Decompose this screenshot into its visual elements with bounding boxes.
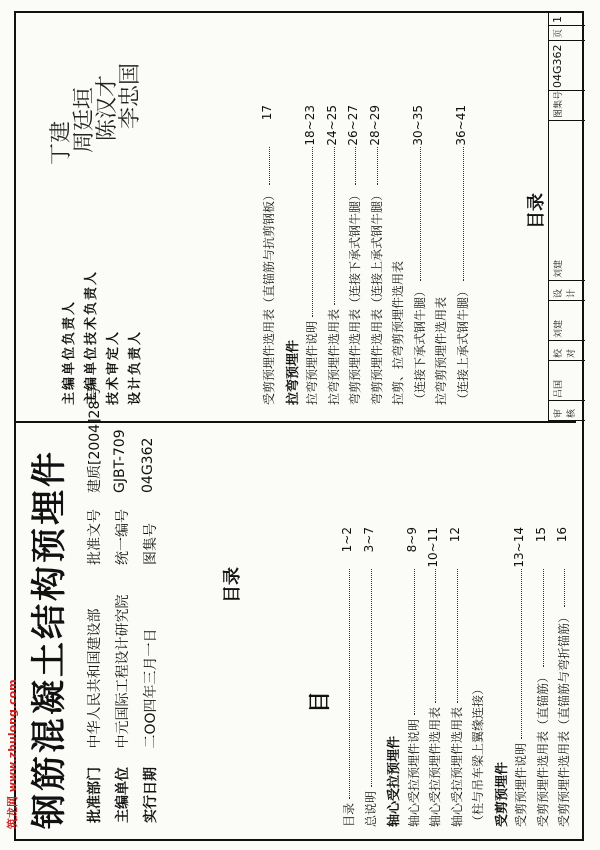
credit-row: [80, 270, 99, 405]
info-label2: 图集号: [143, 523, 159, 565]
toc-leader-dots: [349, 569, 350, 799]
tb-cell: 刘建: [549, 301, 585, 341]
credit-signature: 李忠国: [118, 62, 143, 129]
toc-leader-dots: [457, 569, 458, 703]
toc-entry: [534, 527, 554, 827]
toc-leader-dots: [312, 147, 313, 317]
credit-role: 主编单位负责人: [62, 299, 77, 405]
toc-page-number: 28~29: [367, 105, 382, 146]
tb-cell: 设计: [549, 281, 585, 301]
toc-page-number: 36~41: [453, 105, 468, 146]
toc-entry: [260, 105, 280, 405]
toc-page-number: 16: [555, 527, 569, 543]
tb-page-no: 1: [549, 11, 585, 26]
toc-page-number: 3~7: [361, 527, 376, 553]
toc-entry-text: 弯剪预埋件选用表（连接下承式钢牛腿）: [348, 188, 362, 405]
toc-page-number: 10~11: [426, 527, 440, 568]
rotated-sheet: [10, 5, 590, 845]
toc-entry-text: 受剪预埋件: [494, 761, 510, 827]
toc-entry: [362, 527, 382, 827]
toc-entry-text: 受剪预埋件选用表（直锚筋与抗剪钢板）: [262, 188, 276, 405]
document-title: 钢筋混凝土结构预埋件: [30, 448, 70, 829]
toc-entry: [512, 527, 532, 827]
tb-cell: 吕国: [549, 361, 585, 401]
toc-page-number: 18~23: [303, 105, 317, 146]
toc-entry-text: （柱与吊车梁上翼缘连接）: [471, 682, 485, 827]
contents-heading: 目录: [222, 567, 243, 603]
toc-entry-text: 弯剪预埋件选用表（连接上承式钢牛腿）: [369, 188, 384, 405]
credit-signature: 丁建: [49, 120, 74, 165]
tb-cell: 校对: [549, 341, 585, 361]
credit-role: 主编单位技术负责人: [84, 269, 99, 405]
toc-entry-text: 轴心受拉预埋件选用表: [428, 706, 442, 827]
toc-entry-text: 受剪预埋件选用表（直锚筋与弯折锚筋）: [557, 610, 571, 827]
toc-entry: [282, 105, 302, 405]
toc-entry-text: 受剪预埋件选用表（直锚筋）: [535, 670, 550, 827]
toc-entry-text: 拉剪、拉弯剪预埋件选用表: [391, 260, 405, 405]
toc-page-number: 12: [447, 527, 462, 543]
title-block: [548, 11, 585, 421]
toc-page-number: 1~2: [340, 527, 354, 553]
watermark: 筑龙网 www.zhulong.com: [6, 679, 19, 829]
title-block-heading: 目录: [526, 193, 547, 229]
toc-entry: [555, 527, 575, 827]
toc-entry-text: （连接上承式钢牛腿）: [455, 284, 470, 405]
toc-entry: [325, 105, 345, 405]
toc-entry-text: 拉弯剪预埋件选用表: [434, 296, 448, 405]
info-value2: GJBT-709: [112, 429, 128, 493]
toc-entry-text: 目录: [342, 802, 356, 827]
toc-entry: [346, 105, 366, 405]
info-row-date: [140, 437, 162, 824]
info-value2: 建质[2004]28号: [87, 386, 103, 493]
tb-cell: 页: [549, 26, 585, 41]
contents-big-heading: 目: [308, 690, 333, 713]
toc-page-number: 8~9: [404, 527, 419, 553]
toc-leader-dots: [564, 569, 565, 607]
tb-cell: 刘建: [549, 241, 585, 281]
toc-page-number: 17: [260, 105, 274, 121]
info-value: 二OO四年三月一日: [143, 628, 159, 749]
toc-entry: [389, 105, 409, 405]
toc-leader-dots: [435, 569, 436, 703]
info-value2: 04G362: [140, 437, 156, 493]
toc-entry-text: 总说明: [363, 790, 378, 827]
toc-entry: [383, 527, 403, 827]
toc-entry: [340, 527, 360, 827]
info-label: 批准部门: [87, 767, 103, 823]
tb-cell: 图集号: [549, 91, 585, 121]
toc-entry: [426, 527, 446, 827]
info-value: 中元国际工程设计研究院: [115, 594, 131, 749]
toc-entry: [405, 527, 425, 827]
credit-role: 技术审定人: [106, 329, 121, 405]
toc-leader-dots: [521, 569, 522, 739]
toc-entry: [432, 105, 452, 405]
toc-entry: [368, 105, 388, 405]
info-label: 主编单位: [115, 767, 131, 823]
credit-signature: 陈汉才: [95, 74, 120, 141]
info-label: 实行日期: [143, 767, 159, 823]
toc-leader-dots: [355, 147, 356, 185]
info-value: 中华人民共和国建设部: [87, 608, 103, 749]
credit-row: [102, 330, 121, 405]
toc-entry: [491, 527, 511, 827]
toc-entry-text: 拉弯预埋件选用表: [326, 308, 341, 405]
credit-row: [58, 300, 77, 405]
toc-leader-dots: [334, 147, 335, 305]
toc-entry: [448, 527, 468, 827]
toc-page-number: 26~27: [346, 105, 360, 146]
toc-page-number: 13~14: [512, 527, 526, 568]
toc-leader-dots: [377, 147, 378, 185]
toc-entry-text: 轴心受拉预埋件选用表: [449, 706, 464, 827]
toc-leader-dots: [371, 569, 372, 787]
credit-signature: 周廷垣: [72, 86, 97, 153]
toc-leader-dots: [543, 569, 544, 667]
toc-leader-dots: [420, 147, 421, 281]
toc-leader-dots: [269, 147, 270, 185]
toc-entry-text: 轴心受拉预埋件: [387, 735, 402, 827]
toc-entry-text: 拉弯预埋件说明: [305, 320, 319, 405]
toc-entry-text: （连接下承式钢牛腿）: [412, 284, 427, 405]
info-label2: 统一编号: [115, 509, 131, 565]
toc-entry: [411, 105, 431, 405]
tb-cell: 审核: [549, 401, 585, 421]
toc-leader-dots: [414, 569, 415, 715]
toc-page-number: 24~25: [324, 105, 339, 146]
toc-entry: [469, 527, 489, 827]
toc-entry-text: 轴心受拉预埋件说明: [406, 718, 421, 827]
toc-page-number: 15: [533, 527, 548, 543]
credit-role: 设计负责人: [128, 329, 143, 405]
credit-row: [124, 330, 143, 405]
toc-entry: [303, 105, 323, 405]
tb-atlas-no: 04G362: [549, 41, 585, 91]
toc-entry-text: 拉弯预埋件: [285, 339, 301, 405]
toc-entry-text: 受剪预埋件说明: [514, 742, 528, 827]
info-row-editor: [112, 429, 134, 823]
info-label2: 批准文号: [87, 509, 103, 565]
toc-entry: [454, 105, 474, 405]
toc-leader-dots: [463, 147, 464, 281]
toc-page-number: 30~35: [410, 105, 425, 146]
info-row-approval: [84, 386, 106, 823]
